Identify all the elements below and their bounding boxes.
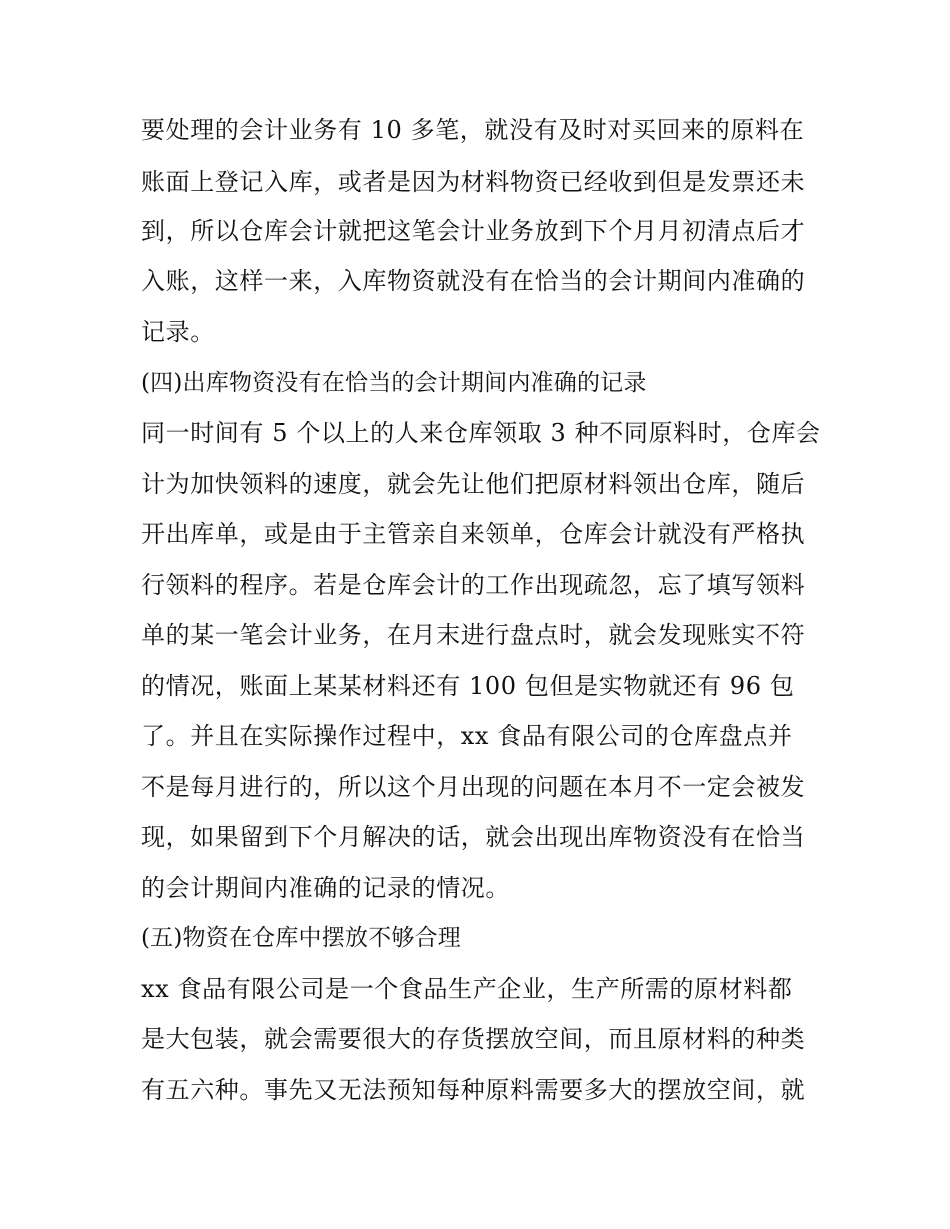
body-text-line: 行领料的程序。若是仓库会计的工作出现疏忽，忘了填写领料 xyxy=(141,571,806,599)
body-text-line: 到，所以仓库会计就把这笔会计业务放到下个月月初清点后才 xyxy=(141,217,806,245)
body-text-line: 记录。 xyxy=(141,318,215,346)
body-text-line: 是大包装，就会需要很大的存货摆放空间，而且原材料的种类 xyxy=(141,1025,806,1053)
body-text-line: 同一时间有 5 个以上的人来仓库领取 3 种不同原料时，仓库会 xyxy=(141,419,821,447)
body-text-line: xx 食品有限公司是一个食品生产企业，生产所需的原材料都 xyxy=(141,975,793,1003)
section-heading-5: (五)物资在仓库中摆放不够合理 xyxy=(141,925,461,951)
body-text-line: 账面上登记入库，或者是因为材料物资已经收到但是发票还未 xyxy=(141,168,806,196)
body-text-line: 不是每月进行的，所以这个月出现的问题在本月不一定会被发 xyxy=(141,773,806,801)
body-text-line: 开出库单，或是由于主管亲自来领单，仓库会计就没有严格执 xyxy=(141,520,806,548)
body-text-line: 入账，这样一来，入库物资就没有在恰当的会计期间内准确的 xyxy=(141,267,806,295)
section-heading-4: (四)出库物资没有在恰当的会计期间内准确的记录 xyxy=(141,370,647,396)
body-text-line: 计为加快领料的速度，就会先让他们把原材料领出仓库，随后 xyxy=(141,470,806,498)
body-text-line: 要处理的会计业务有 10 多笔，就没有及时对买回来的原料在 xyxy=(141,116,805,144)
body-text-line: 了。并且在实际操作过程中，xx 食品有限公司的仓库盘点并 xyxy=(141,722,793,750)
body-text-line: 单的某一笔会计业务，在月末进行盘点时，就会发现账实不符 xyxy=(141,621,806,649)
body-text-line: 现，如果留到下个月解决的话，就会出现出库物资没有在恰当 xyxy=(141,823,806,851)
body-text-line: 的会计期间内准确的记录的情况。 xyxy=(141,874,510,902)
body-text-line: 的情况，账面上某某材料还有 100 包但是实物就还有 96 包 xyxy=(141,672,795,700)
body-text-line: 有五六种。事先又无法预知每种原料需要多大的摆放空间，就 xyxy=(141,1076,806,1104)
